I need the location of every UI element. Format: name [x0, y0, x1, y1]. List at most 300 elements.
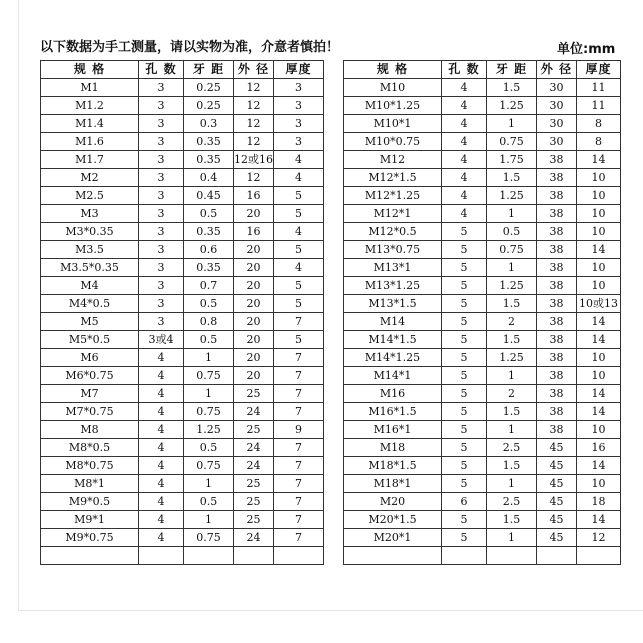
cell-outer-diameter: 30 [537, 133, 577, 151]
cell-outer-diameter: 12 [234, 79, 274, 97]
cell-thickness: 14 [577, 403, 621, 421]
cell-empty [274, 547, 324, 565]
cell-spec: M18*1 [344, 475, 442, 493]
cell-thickness: 7 [274, 403, 324, 421]
cell-pitch: 1.5 [487, 403, 537, 421]
cell-spec: M16*1 [344, 421, 442, 439]
cell-outer-diameter: 12 [234, 133, 274, 151]
cell-pitch: 2.5 [487, 439, 537, 457]
cell-spec: M12*1.25 [344, 187, 442, 205]
cell-pitch: 1.25 [487, 187, 537, 205]
table-row [41, 367, 324, 385]
cell-spec: M9*1 [41, 511, 139, 529]
cell-pitch: 0.75 [487, 133, 537, 151]
cell-pitch: 1.25 [487, 349, 537, 367]
cell-spec: M16 [344, 385, 442, 403]
cell-pitch: 2 [487, 385, 537, 403]
cell-pitch: 1 [184, 385, 234, 403]
cell-outer-diameter: 25 [234, 421, 274, 439]
cell-holes: 4 [442, 205, 487, 223]
cell-outer-diameter: 38 [537, 223, 577, 241]
cell-thickness: 3 [274, 79, 324, 97]
cell-thickness: 10 [577, 421, 621, 439]
cell-outer-diameter: 20 [234, 331, 274, 349]
header-holes: 孔 数 [442, 61, 487, 79]
header-thickness: 厚度 [274, 61, 324, 79]
cell-spec: M10*1.25 [344, 97, 442, 115]
cell-holes: 4 [139, 529, 184, 547]
cell-holes: 4 [442, 115, 487, 133]
cell-outer-diameter: 24 [234, 529, 274, 547]
table-row [344, 457, 621, 475]
cell-outer-diameter: 20 [234, 259, 274, 277]
table-row [41, 187, 324, 205]
table-row [344, 277, 621, 295]
cell-spec: M14 [344, 313, 442, 331]
table-row [41, 259, 324, 277]
cell-holes: 3或4 [139, 331, 184, 349]
table-row [344, 439, 621, 457]
cell-spec: M2.5 [41, 187, 139, 205]
cell-holes: 3 [139, 295, 184, 313]
cell-empty [184, 547, 234, 565]
spec-table-left [40, 60, 324, 565]
table-row [41, 529, 324, 547]
cell-pitch: 0.5 [184, 439, 234, 457]
table-row [41, 331, 324, 349]
cell-holes: 6 [442, 493, 487, 511]
cell-outer-diameter: 38 [537, 205, 577, 223]
table-row [344, 331, 621, 349]
cell-spec: M18*1.5 [344, 457, 442, 475]
header-spec: 规 格 [344, 61, 442, 79]
cell-pitch: 1 [487, 421, 537, 439]
cell-pitch: 2 [487, 313, 537, 331]
cell-empty [234, 547, 274, 565]
cell-holes: 4 [139, 421, 184, 439]
table-row [344, 313, 621, 331]
cell-holes: 5 [442, 511, 487, 529]
cell-outer-diameter: 24 [234, 457, 274, 475]
cell-thickness: 4 [274, 223, 324, 241]
cell-thickness: 10 [577, 187, 621, 205]
cell-holes: 4 [139, 475, 184, 493]
cell-spec: M3.5*0.35 [41, 259, 139, 277]
cell-holes: 3 [139, 133, 184, 151]
cell-pitch: 0.5 [184, 205, 234, 223]
table-row [344, 223, 621, 241]
cell-spec: M10*0.75 [344, 133, 442, 151]
table-row [41, 403, 324, 421]
cell-holes: 3 [139, 277, 184, 295]
cell-pitch: 0.25 [184, 97, 234, 115]
table-row [344, 475, 621, 493]
cell-outer-diameter: 20 [234, 349, 274, 367]
cell-holes: 5 [442, 385, 487, 403]
cell-thickness: 10 [577, 169, 621, 187]
cell-spec: M12*1.5 [344, 169, 442, 187]
cell-holes: 4 [442, 133, 487, 151]
cell-spec: M3*0.35 [41, 223, 139, 241]
cell-pitch: 1.5 [487, 169, 537, 187]
table-row [41, 457, 324, 475]
cell-pitch: 2.5 [487, 493, 537, 511]
cell-pitch: 0.35 [184, 151, 234, 169]
cell-outer-diameter: 38 [537, 421, 577, 439]
cell-spec: M14*1.5 [344, 331, 442, 349]
cell-outer-diameter: 24 [234, 403, 274, 421]
cell-outer-diameter: 20 [234, 367, 274, 385]
cell-outer-diameter: 38 [537, 151, 577, 169]
cell-spec: M16*1.5 [344, 403, 442, 421]
header-spec: 规 格 [41, 61, 139, 79]
table-row [344, 349, 621, 367]
cell-thickness: 5 [274, 295, 324, 313]
cell-thickness: 8 [577, 115, 621, 133]
cell-pitch: 1.25 [487, 277, 537, 295]
cell-empty [442, 547, 487, 565]
cell-spec: M20*1 [344, 529, 442, 547]
table-row [41, 97, 324, 115]
cell-outer-diameter: 25 [234, 511, 274, 529]
table-row [41, 151, 324, 169]
cell-pitch: 0.75 [184, 403, 234, 421]
cell-thickness: 10 [577, 259, 621, 277]
cell-thickness: 7 [274, 475, 324, 493]
cell-holes: 3 [139, 313, 184, 331]
cell-thickness: 10 [577, 475, 621, 493]
cell-outer-diameter: 38 [537, 403, 577, 421]
cell-thickness: 16 [577, 439, 621, 457]
cell-thickness: 11 [577, 79, 621, 97]
table-header-row [41, 61, 324, 79]
cell-pitch: 1 [184, 475, 234, 493]
cell-pitch: 1.75 [487, 151, 537, 169]
cell-thickness: 4 [274, 169, 324, 187]
header-thickness: 厚度 [577, 61, 621, 79]
table-row [344, 367, 621, 385]
cell-thickness: 14 [577, 313, 621, 331]
cell-thickness: 7 [274, 367, 324, 385]
cell-thickness: 14 [577, 241, 621, 259]
cell-pitch: 1 [184, 511, 234, 529]
cell-pitch: 1 [487, 205, 537, 223]
cell-holes: 4 [139, 349, 184, 367]
cell-pitch: 1.5 [487, 79, 537, 97]
cell-outer-diameter: 45 [537, 439, 577, 457]
cell-spec: M4 [41, 277, 139, 295]
table-row [41, 205, 324, 223]
cell-outer-diameter: 30 [537, 97, 577, 115]
cell-thickness: 11 [577, 97, 621, 115]
cell-thickness: 10 [577, 205, 621, 223]
cell-thickness: 18 [577, 493, 621, 511]
cell-holes: 5 [442, 475, 487, 493]
cell-spec: M9*0.5 [41, 493, 139, 511]
cell-pitch: 0.75 [184, 367, 234, 385]
cell-holes: 5 [442, 349, 487, 367]
cell-pitch: 0.45 [184, 187, 234, 205]
table-header-row [344, 61, 621, 79]
cell-spec: M9*0.75 [41, 529, 139, 547]
table-row [41, 277, 324, 295]
cell-pitch: 0.35 [184, 223, 234, 241]
cell-thickness: 7 [274, 439, 324, 457]
cell-outer-diameter: 12 [234, 97, 274, 115]
cell-outer-diameter: 30 [537, 79, 577, 97]
table-row [344, 259, 621, 277]
cell-pitch: 0.7 [184, 277, 234, 295]
cell-pitch: 1.25 [184, 421, 234, 439]
table-row [41, 115, 324, 133]
measurement-note: 以下数据为手工测量，请以实物为准，介意者慎拍！ [40, 40, 340, 55]
table-row [344, 205, 621, 223]
cell-pitch: 0.35 [184, 259, 234, 277]
cell-holes: 3 [139, 259, 184, 277]
cell-spec: M12 [344, 151, 442, 169]
table-row [344, 115, 621, 133]
cell-holes: 3 [139, 97, 184, 115]
cell-pitch: 0.5 [184, 331, 234, 349]
table-row [41, 349, 324, 367]
cell-holes: 4 [442, 169, 487, 187]
cell-thickness: 8 [577, 133, 621, 151]
cell-spec: M10*1 [344, 115, 442, 133]
spec-table-right [343, 60, 621, 565]
cell-holes: 3 [139, 187, 184, 205]
cell-pitch: 1 [487, 529, 537, 547]
cell-holes: 3 [139, 79, 184, 97]
table-row [41, 313, 324, 331]
cell-pitch: 0.35 [184, 133, 234, 151]
header-pitch: 牙 距 [184, 61, 234, 79]
table-row [41, 511, 324, 529]
cell-spec: M6 [41, 349, 139, 367]
cell-holes: 5 [442, 295, 487, 313]
cell-thickness: 5 [274, 277, 324, 295]
cell-outer-diameter: 25 [234, 475, 274, 493]
cell-outer-diameter: 25 [234, 385, 274, 403]
cell-pitch: 1.5 [487, 295, 537, 313]
table-row [41, 493, 324, 511]
cell-spec: M3 [41, 205, 139, 223]
cell-pitch: 0.8 [184, 313, 234, 331]
cell-outer-diameter: 38 [537, 187, 577, 205]
cell-spec: M8*0.75 [41, 457, 139, 475]
cell-pitch: 0.5 [184, 295, 234, 313]
cell-spec: M10 [344, 79, 442, 97]
cell-spec: M7 [41, 385, 139, 403]
cell-thickness: 10 [577, 349, 621, 367]
cell-empty [344, 547, 442, 565]
cell-thickness: 7 [274, 385, 324, 403]
cell-pitch: 0.75 [184, 529, 234, 547]
table-row [344, 151, 621, 169]
cell-holes: 5 [442, 367, 487, 385]
cell-spec: M5*0.5 [41, 331, 139, 349]
cell-spec: M14*1.25 [344, 349, 442, 367]
cell-spec: M13*1.25 [344, 277, 442, 295]
cell-outer-diameter: 38 [537, 331, 577, 349]
cell-pitch: 1 [487, 259, 537, 277]
cell-empty [139, 547, 184, 565]
cell-spec: M13*1 [344, 259, 442, 277]
table-row [344, 241, 621, 259]
cell-thickness: 7 [274, 349, 324, 367]
cell-thickness: 5 [274, 241, 324, 259]
cell-holes: 4 [139, 403, 184, 421]
cell-holes: 5 [442, 403, 487, 421]
cell-outer-diameter: 38 [537, 169, 577, 187]
cell-holes: 3 [139, 223, 184, 241]
cell-outer-diameter: 24 [234, 439, 274, 457]
cell-thickness: 4 [274, 259, 324, 277]
cell-holes: 4 [442, 97, 487, 115]
cell-outer-diameter: 16 [234, 187, 274, 205]
cell-spec: M20*1.5 [344, 511, 442, 529]
cell-pitch: 1.5 [487, 331, 537, 349]
cell-empty [41, 547, 139, 565]
table-row [344, 79, 621, 97]
table-row [41, 439, 324, 457]
cell-thickness: 3 [274, 133, 324, 151]
cell-pitch: 0.75 [487, 241, 537, 259]
cell-outer-diameter: 38 [537, 367, 577, 385]
header-pitch: 牙 距 [487, 61, 537, 79]
cell-thickness: 7 [274, 457, 324, 475]
cell-holes: 3 [139, 241, 184, 259]
table-row [41, 241, 324, 259]
cell-spec: M5 [41, 313, 139, 331]
table-row [41, 475, 324, 493]
cell-thickness: 9 [274, 421, 324, 439]
table-row [344, 493, 621, 511]
cell-pitch: 0.25 [184, 79, 234, 97]
header-outer-diameter: 外 径 [537, 61, 577, 79]
cell-spec: M1.2 [41, 97, 139, 115]
cell-outer-diameter: 25 [234, 493, 274, 511]
cell-holes: 5 [442, 331, 487, 349]
cell-holes: 4 [139, 439, 184, 457]
table-row [344, 421, 621, 439]
cell-spec: M12*1 [344, 205, 442, 223]
table-row [344, 529, 621, 547]
cell-outer-diameter: 16 [234, 223, 274, 241]
cell-pitch: 1 [487, 475, 537, 493]
cell-outer-diameter: 38 [537, 277, 577, 295]
cell-thickness: 12 [577, 529, 621, 547]
table-row [344, 511, 621, 529]
cell-thickness: 5 [274, 187, 324, 205]
cell-outer-diameter: 45 [537, 457, 577, 475]
cell-spec: M8 [41, 421, 139, 439]
cell-holes: 5 [442, 277, 487, 295]
table-row [41, 295, 324, 313]
cell-thickness: 14 [577, 457, 621, 475]
cell-outer-diameter: 38 [537, 241, 577, 259]
cell-outer-diameter: 45 [537, 529, 577, 547]
cell-outer-diameter: 20 [234, 313, 274, 331]
cell-holes: 5 [442, 421, 487, 439]
cell-spec: M4*0.5 [41, 295, 139, 313]
table-row [41, 421, 324, 439]
cell-spec: M6*0.75 [41, 367, 139, 385]
table-row-empty [41, 547, 324, 565]
cell-outer-diameter: 45 [537, 511, 577, 529]
cell-holes: 5 [442, 457, 487, 475]
cell-holes: 4 [442, 151, 487, 169]
table-row [344, 169, 621, 187]
header-holes: 孔 数 [139, 61, 184, 79]
cell-holes: 4 [139, 511, 184, 529]
cell-thickness: 14 [577, 151, 621, 169]
header-outer-diameter: 外 径 [234, 61, 274, 79]
table-row [344, 403, 621, 421]
cell-thickness: 4 [274, 151, 324, 169]
cell-outer-diameter: 12或16 [234, 151, 274, 169]
cell-spec: M20 [344, 493, 442, 511]
table-row [41, 169, 324, 187]
cell-thickness: 10 [577, 223, 621, 241]
cell-outer-diameter: 45 [537, 475, 577, 493]
cell-outer-diameter: 38 [537, 385, 577, 403]
cell-thickness: 7 [274, 529, 324, 547]
cell-holes: 4 [139, 367, 184, 385]
cell-spec: M8*1 [41, 475, 139, 493]
cell-thickness: 14 [577, 511, 621, 529]
cell-holes: 4 [139, 457, 184, 475]
cell-holes: 4 [442, 79, 487, 97]
cell-holes: 3 [139, 115, 184, 133]
cell-thickness: 10 [577, 367, 621, 385]
cell-outer-diameter: 20 [234, 295, 274, 313]
table-row [41, 79, 324, 97]
cell-spec: M2 [41, 169, 139, 187]
cell-outer-diameter: 20 [234, 277, 274, 295]
cell-thickness: 5 [274, 331, 324, 349]
cell-pitch: 0.3 [184, 115, 234, 133]
cell-empty [577, 547, 621, 565]
cell-spec: M1.4 [41, 115, 139, 133]
cell-holes: 5 [442, 529, 487, 547]
cell-outer-diameter: 30 [537, 115, 577, 133]
cell-pitch: 1.25 [487, 97, 537, 115]
cell-holes: 5 [442, 223, 487, 241]
cell-pitch: 0.4 [184, 169, 234, 187]
table-row [344, 97, 621, 115]
table-row [344, 295, 621, 313]
cell-pitch: 1.5 [487, 457, 537, 475]
cell-holes: 3 [139, 205, 184, 223]
cell-empty [537, 547, 577, 565]
table-row [41, 385, 324, 403]
unit-label: 单位:mm [557, 42, 616, 57]
table-row [344, 385, 621, 403]
cell-spec: M12*0.5 [344, 223, 442, 241]
table-row [344, 187, 621, 205]
cell-thickness: 3 [274, 115, 324, 133]
cell-outer-diameter: 12 [234, 115, 274, 133]
cell-thickness: 10 [577, 277, 621, 295]
cell-holes: 3 [139, 151, 184, 169]
cell-spec: M1.6 [41, 133, 139, 151]
cell-thickness: 3 [274, 97, 324, 115]
cell-thickness: 14 [577, 331, 621, 349]
cell-outer-diameter: 38 [537, 259, 577, 277]
cell-pitch: 1 [487, 115, 537, 133]
cell-empty [487, 547, 537, 565]
cell-pitch: 0.5 [487, 223, 537, 241]
